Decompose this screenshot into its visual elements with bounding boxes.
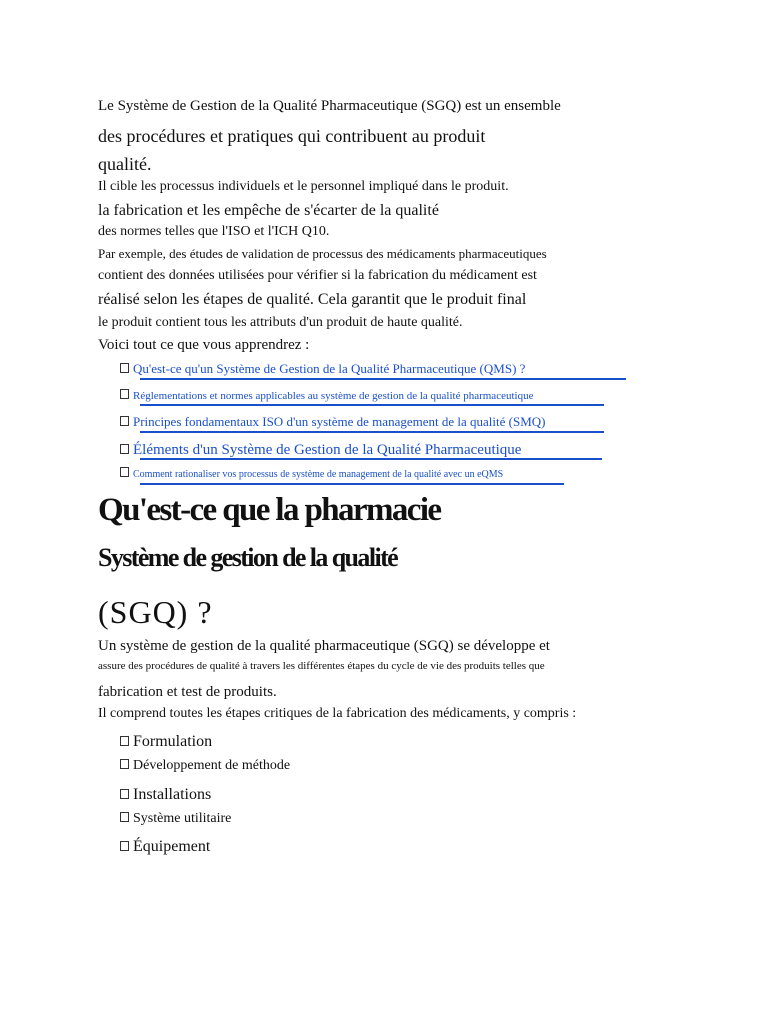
toc-link-3[interactable]: Principes fondamentaux ISO d'un système de management de la qualité (SMQ) xyxy=(133,414,546,429)
toc-underline-4 xyxy=(140,458,602,460)
checkbox-icon xyxy=(120,444,129,454)
heading-line-2: Système de gestion de la qualité xyxy=(98,543,398,572)
list-item-label: Formulation xyxy=(133,733,213,750)
list-item-2 xyxy=(120,759,290,773)
body-line-4: Il comprend toutes les étapes critiques de la fabrication des médicaments, y compris : xyxy=(98,706,577,721)
checkbox-icon xyxy=(120,759,129,769)
intro-line-8: contient des données utilisées pour vérifier si la fabrication du médicament est xyxy=(98,268,537,283)
toc-underline-3 xyxy=(140,431,604,433)
checkbox-icon xyxy=(120,841,129,851)
heading-line-1: Qu'est-ce que la pharmacie xyxy=(98,492,441,528)
intro-line-5: la fabrication et les empêche de s'écarter de la qualité xyxy=(98,202,439,219)
toc-item-4[interactable] xyxy=(120,443,521,458)
intro-line-1: Le Système de Gestion de la Qualité Pharmaceutique (SGQ) est un ensemble xyxy=(98,98,561,114)
intro-line-3: qualité. xyxy=(98,154,152,174)
list-item-label: Installations xyxy=(133,786,212,803)
intro-line-11: Voici tout ce que vous apprendrez : xyxy=(98,337,310,353)
checkbox-icon xyxy=(120,363,129,373)
toc-underline-2 xyxy=(140,404,604,406)
intro-line-9: réalisé selon les étapes de qualité. Cela garantit que le produit final xyxy=(98,291,527,308)
toc-underline-1 xyxy=(140,378,626,380)
intro-line-2: des procédures et pratiques qui contribuent au produit xyxy=(98,126,486,146)
checkbox-icon xyxy=(120,467,129,477)
list-item-label: Équipement xyxy=(133,838,211,855)
checkbox-icon xyxy=(120,389,129,399)
toc-link-4[interactable]: Éléments d'un Système de Gestion de la Qualité Pharmaceutique xyxy=(133,442,522,458)
list-item-label: Développement de méthode xyxy=(133,758,291,773)
list-item-5 xyxy=(120,839,210,855)
body-line-3: fabrication et test de produits. xyxy=(98,684,277,700)
intro-line-7: Par exemple, des études de validation de processus des médicaments pharmaceutiques xyxy=(98,246,547,261)
toc-item-5[interactable] xyxy=(120,467,503,480)
toc-item-2[interactable] xyxy=(120,389,533,402)
heading-line-3: (SGQ) ? xyxy=(98,594,213,630)
toc-item-3[interactable] xyxy=(120,415,545,428)
toc-link-2[interactable]: Réglementations et normes applicables au système de gestion de la qualité pharmaceutique xyxy=(133,390,534,402)
list-item-4 xyxy=(120,812,231,826)
list-item-1 xyxy=(120,734,212,750)
list-item-label: Système utilitaire xyxy=(133,811,232,826)
intro-line-10: le produit contient tous les attributs d'un produit de haute qualité. xyxy=(98,315,463,330)
checkbox-icon xyxy=(120,789,129,799)
body-line-1: Un système de gestion de la qualité pharmaceutique (SGQ) se développe et xyxy=(98,638,550,654)
checkbox-icon xyxy=(120,416,129,426)
toc-underline-5 xyxy=(140,483,564,485)
toc-item-1[interactable] xyxy=(120,362,525,375)
checkbox-icon xyxy=(120,736,129,746)
body-line-2: assure des procédures de qualité à travers les différentes étapes du cycle de vie des produits telles que xyxy=(98,660,545,672)
toc-link-1[interactable]: Qu'est-ce qu'un Système de Gestion de la Qualité Pharmaceutique (QMS) ? xyxy=(133,361,526,376)
intro-line-6: des normes telles que l'ISO et l'ICH Q10. xyxy=(98,224,330,239)
checkbox-icon xyxy=(120,812,129,822)
list-item-3 xyxy=(120,787,211,803)
intro-line-4: Il cible les processus individuels et le personnel impliqué dans le produit. xyxy=(98,179,509,194)
toc-link-5[interactable]: Comment rationaliser vos processus de système de management de la qualité avec un eQMS xyxy=(133,469,504,480)
